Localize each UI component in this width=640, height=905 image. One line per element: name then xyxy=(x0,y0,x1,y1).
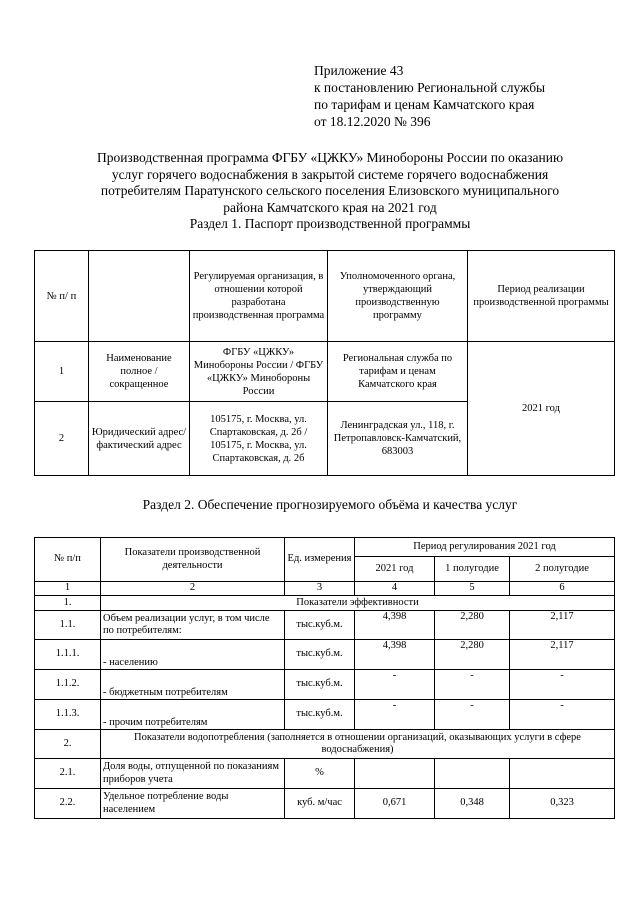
group-label: Показатели эффективности xyxy=(101,596,615,611)
row-label: Объем реализации услуг, в том числе по потребителям: xyxy=(101,611,285,640)
title-line: Производственная программа ФГБУ «ЦЖКУ» Минобороны России по оказанию xyxy=(96,150,564,165)
row-label: - бюджетным потребителям xyxy=(101,670,285,700)
row-half2: - xyxy=(510,700,615,730)
row-half1 xyxy=(435,759,510,789)
header-unit: Ед. измерения xyxy=(285,538,355,582)
row-label: - населению xyxy=(101,640,285,670)
header-authority: Уполномоченного органа, утверждающий производственную программу xyxy=(328,251,468,342)
row-num: 2.1. xyxy=(35,759,101,789)
row-num: 2.2. xyxy=(35,789,101,819)
row-num: 1.1.2. xyxy=(35,670,101,700)
title-line: района Камчатского края на 2021 год xyxy=(223,199,437,215)
row-label: - прочим потребителям xyxy=(101,700,285,730)
row-half1: - xyxy=(435,700,510,730)
row-num: 1 xyxy=(35,342,89,402)
row-half2: 2,117 xyxy=(510,640,615,670)
row-year: 4,398 xyxy=(355,611,435,640)
row-unit: тыс.куб.м. xyxy=(285,640,355,670)
col-number: 5 xyxy=(435,582,510,596)
row-label: Доля воды, отпущенной по показаниям приборов учета xyxy=(101,759,285,789)
header-year: 2021 год xyxy=(355,557,435,582)
section1-title: Раздел 1. Паспорт производственной программы xyxy=(189,216,471,231)
row-unit: тыс.куб.м. xyxy=(285,670,355,700)
row-num: 1.1.1. xyxy=(35,640,101,670)
row-half2: 2,117 xyxy=(510,611,615,640)
row-authority: Региональная служба по тарифам и ценам Камчатского края xyxy=(328,342,468,402)
title-line: услуг горячего водоснабжения в закрытой системе горячего водоснабжения xyxy=(111,166,549,182)
row-year xyxy=(355,759,435,789)
col-number: 4 xyxy=(355,582,435,596)
header-num: № п/ п xyxy=(35,251,89,342)
appendix-line: от 18.12.2020 № 396 xyxy=(314,114,431,129)
appendix-line: Приложение 43 xyxy=(314,63,404,78)
appendix-line: к постановлению Региональной службы xyxy=(314,80,546,95)
header-half2: 2 полугодие xyxy=(510,557,615,582)
group-num: 2. xyxy=(35,730,101,759)
row-unit: тыс.куб.м. xyxy=(285,700,355,730)
row-num: 1.1. xyxy=(35,611,101,640)
row-unit: куб. м/час xyxy=(285,789,355,819)
header-organization: Регулируемая организация, в отношении которой разработана производственная программа xyxy=(190,251,328,342)
row-half1: 2,280 xyxy=(435,640,510,670)
row-year: 0,671 xyxy=(355,789,435,819)
group-num: 1. xyxy=(35,596,101,611)
row-num: 1.1.3. xyxy=(35,700,101,730)
passport-table xyxy=(34,250,615,476)
col-number: 2 xyxy=(101,582,285,596)
indicators-table xyxy=(34,537,615,819)
header-period: Период регулирования 2021 год xyxy=(355,538,615,557)
row-year: - xyxy=(355,700,435,730)
header-blank xyxy=(89,251,190,342)
row-half1: - xyxy=(435,670,510,700)
appendix-line: по тарифам и ценам Камчатского края xyxy=(314,97,535,112)
header-half1: 1 полугодие xyxy=(435,557,510,582)
group-label: Показатели водопотребления (заполняется в отношении организаций, оказывающих услуги в сфере водоснабжения) xyxy=(101,730,615,759)
row-num: 2 xyxy=(35,402,89,476)
appendix-header xyxy=(314,62,545,130)
row-unit: % xyxy=(285,759,355,789)
section2-title: Раздел 2. Обеспечение прогнозируемого объёма и качества услуг xyxy=(142,497,518,512)
row-organization: 105175, г. Москва, ул. Спартаковская, д. 2б / 105175, г. Москва, ул. Спартаковская, д. 2б xyxy=(190,402,328,476)
row-half1: 2,280 xyxy=(435,611,510,640)
row-half1: 0,348 xyxy=(435,789,510,819)
row-label: Наименование полное / сокращенное xyxy=(89,342,190,402)
row-year: - xyxy=(355,670,435,700)
col-number: 3 xyxy=(285,582,355,596)
header-period: Период реализации производственной программы xyxy=(468,251,615,342)
title-line: потребителям Паратунского сельского поселения Елизовского муниципального xyxy=(100,183,560,198)
row-half2: - xyxy=(510,670,615,700)
row-year: 4,398 xyxy=(355,640,435,670)
row-authority: Ленинградская ул., 118, г. Петропавловск-Камчатский, 683003 xyxy=(328,402,468,476)
col-number: 1 xyxy=(35,582,101,596)
header-indicator: Показатели производственной деятельности xyxy=(101,538,285,582)
col-number: 6 xyxy=(510,582,615,596)
row-label: Юридический адрес/фактический адрес xyxy=(89,402,190,476)
header-num: № п/п xyxy=(35,538,101,582)
row-half2 xyxy=(510,759,615,789)
row-unit: тыс.куб.м. xyxy=(285,611,355,640)
document-title xyxy=(60,150,600,216)
row-label: Удельное потребление воды населением xyxy=(101,789,285,819)
period-value: 2021 год xyxy=(468,342,615,476)
row-organization: ФГБУ «ЦЖКУ» Минобороны России / ФГБУ «ЦЖКУ» Минобороны России xyxy=(190,342,328,402)
row-half2: 0,323 xyxy=(510,789,615,819)
